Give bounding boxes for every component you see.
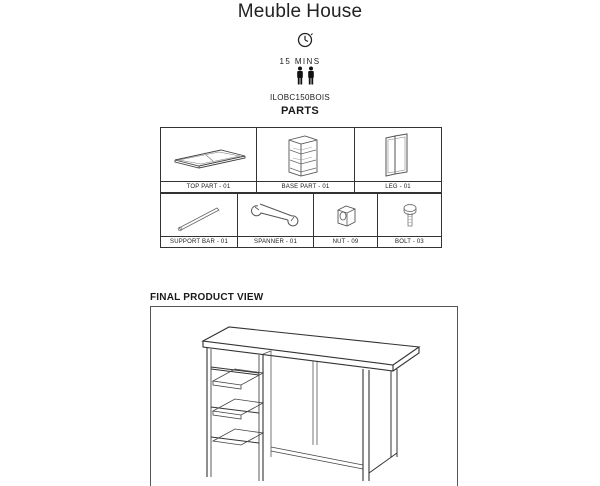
part-cell-bolt xyxy=(377,193,442,248)
assembly-time: 15 MINS xyxy=(279,57,321,66)
part-label: LEG - 01 xyxy=(355,181,441,192)
part-label: SPANNER - 01 xyxy=(238,236,313,247)
part-label: BASE PART - 01 xyxy=(257,181,354,192)
shelf-unit-icon xyxy=(257,128,356,184)
part-label: SUPPORT BAR - 01 xyxy=(161,236,237,247)
spanner-icon xyxy=(238,194,315,239)
part-label: TOP PART - 01 xyxy=(161,181,256,192)
brand-logo xyxy=(0,1,600,23)
part-label: NUT - 09 xyxy=(314,236,377,247)
final-product-view xyxy=(150,306,458,486)
parts-heading: PARTS xyxy=(281,105,319,117)
tabletop-icon xyxy=(161,128,258,184)
nut-icon xyxy=(314,194,379,239)
final-product-heading: FINAL PRODUCT VIEW xyxy=(150,292,264,303)
part-cell-leg xyxy=(354,127,442,193)
part-label: BOLT - 03 xyxy=(378,236,441,247)
support-bar-icon xyxy=(161,194,239,239)
part-cell-top-part xyxy=(160,127,257,193)
part-cell-base-part xyxy=(256,127,355,193)
leg-frame-icon xyxy=(355,128,443,184)
bolt-icon xyxy=(378,194,443,239)
desk-illustration xyxy=(151,307,459,481)
part-cell-nut xyxy=(313,193,378,248)
product-code: ILOBC150BOIS xyxy=(269,93,331,102)
part-cell-spanner xyxy=(237,193,314,248)
part-cell-support-bar xyxy=(160,193,238,248)
brand-name-second: House xyxy=(306,1,363,22)
brand-name-first: Meuble xyxy=(237,1,302,22)
two-people-icon xyxy=(295,66,317,86)
clock-icon xyxy=(297,32,313,48)
